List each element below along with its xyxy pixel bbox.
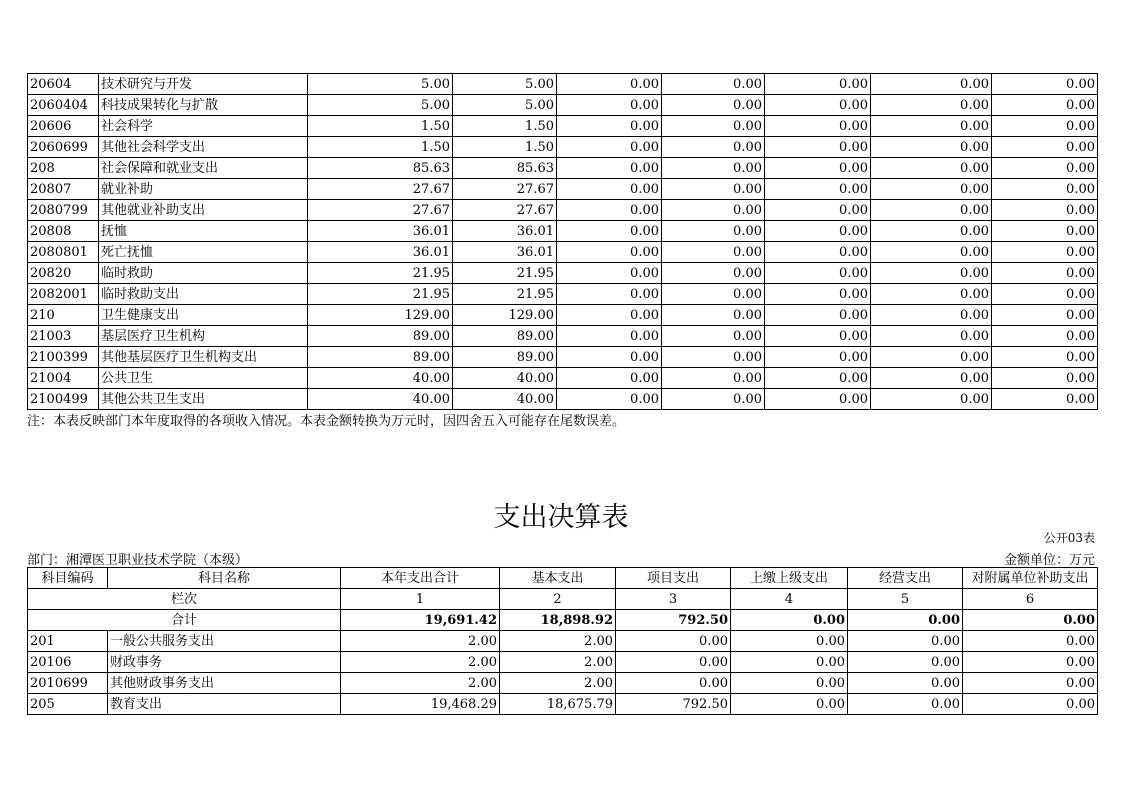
amount-cell: 0.00 xyxy=(963,652,1098,673)
amount-cell: 0.00 xyxy=(992,305,1098,326)
amount-cell: 21.95 xyxy=(453,263,557,284)
amount-cell: 129.00 xyxy=(453,305,557,326)
column-header: 基本支出 xyxy=(500,568,616,589)
income-table xyxy=(27,73,1098,410)
subject-name-cell: 科技成果转化与扩散 xyxy=(99,95,308,116)
expense-table xyxy=(27,567,1098,715)
column-number: 4 xyxy=(731,589,848,610)
amount-cell: 0.00 xyxy=(662,74,765,95)
table-row xyxy=(28,631,1098,652)
amount-cell: 0.00 xyxy=(662,116,765,137)
total-row xyxy=(28,610,1098,631)
table-row xyxy=(28,368,1098,389)
amount-cell: 0.00 xyxy=(557,389,662,410)
amount-cell: 0.00 xyxy=(871,137,992,158)
amount-cell: 0.00 xyxy=(557,284,662,305)
amount-cell: 27.67 xyxy=(308,200,453,221)
subject-name-cell: 死亡抚恤 xyxy=(99,242,308,263)
amount-cell: 18,675.79 xyxy=(500,694,616,715)
table-row xyxy=(28,242,1098,263)
amount-cell: 0.00 xyxy=(662,326,765,347)
amount-cell: 40.00 xyxy=(308,368,453,389)
subject-code-cell: 2100499 xyxy=(28,389,99,410)
amount-cell: 0.00 xyxy=(765,305,871,326)
amount-cell: 0.00 xyxy=(557,221,662,242)
amount-cell: 0.00 xyxy=(871,116,992,137)
column-header: 经营支出 xyxy=(848,568,963,589)
table-row xyxy=(28,326,1098,347)
amount-cell: 0.00 xyxy=(765,179,871,200)
amount-cell: 0.00 xyxy=(662,158,765,179)
subject-name-cell: 一般公共服务支出 xyxy=(108,631,341,652)
subject-code-cell: 205 xyxy=(28,694,108,715)
amount-cell: 0.00 xyxy=(662,200,765,221)
column-header: 项目支出 xyxy=(616,568,731,589)
subject-code-cell: 20807 xyxy=(28,179,99,200)
amount-cell: 0.00 xyxy=(871,326,992,347)
amount-cell: 0.00 xyxy=(871,284,992,305)
page-title: 支出决算表 xyxy=(493,502,629,533)
table-row xyxy=(28,116,1098,137)
amount-cell: 0.00 xyxy=(992,158,1098,179)
amount-cell: 0.00 xyxy=(662,95,765,116)
amount-cell: 0.00 xyxy=(992,389,1098,410)
amount-cell: 0.00 xyxy=(765,200,871,221)
amount-cell: 0.00 xyxy=(992,74,1098,95)
amount-cell: 5.00 xyxy=(453,74,557,95)
subject-code-cell: 210 xyxy=(28,305,99,326)
amount-cell: 0.00 xyxy=(765,326,871,347)
table-row xyxy=(28,74,1098,95)
subject-name-cell: 其他社会科学支出 xyxy=(99,137,308,158)
amount-cell: 0.00 xyxy=(963,631,1098,652)
amount-cell: 0.00 xyxy=(765,347,871,368)
amount-cell: 89.00 xyxy=(453,326,557,347)
amount-cell: 0.00 xyxy=(992,137,1098,158)
subject-name-cell: 其他基层医疗卫生机构支出 xyxy=(99,347,308,368)
amount-cell: 0.00 xyxy=(662,305,765,326)
amount-cell: 1.50 xyxy=(453,116,557,137)
table-row xyxy=(28,694,1098,715)
amount-cell: 0.00 xyxy=(557,74,662,95)
column-header: 科目名称 xyxy=(108,568,341,589)
subject-code-cell: 201 xyxy=(28,631,108,652)
amount-cell: 40.00 xyxy=(308,389,453,410)
table-row xyxy=(28,95,1098,116)
amount-unit-label: 金额单位：万元 xyxy=(1003,553,1095,568)
column-number-row xyxy=(28,589,1098,610)
subject-code-cell: 20606 xyxy=(28,116,99,137)
column-number: 1 xyxy=(341,589,500,610)
amount-cell: 792.50 xyxy=(616,694,731,715)
amount-cell: 0.00 xyxy=(662,179,765,200)
amount-cell: 0.00 xyxy=(992,179,1098,200)
amount-cell: 0.00 xyxy=(992,116,1098,137)
subject-name-cell: 技术研究与开发 xyxy=(99,74,308,95)
amount-cell: 0.00 xyxy=(765,368,871,389)
subject-code-cell: 20604 xyxy=(28,74,99,95)
amount-cell: 0.00 xyxy=(992,242,1098,263)
amount-cell: 0.00 xyxy=(992,263,1098,284)
column-header: 对附属单位补助支出 xyxy=(963,568,1098,589)
amount-cell: 0.00 xyxy=(992,200,1098,221)
subject-name-cell: 其他公共卫生支出 xyxy=(99,389,308,410)
amount-cell: 0.00 xyxy=(557,326,662,347)
amount-cell: 21.95 xyxy=(308,284,453,305)
amount-cell: 0.00 xyxy=(992,95,1098,116)
column-number: 2 xyxy=(500,589,616,610)
amount-cell: 0.00 xyxy=(871,74,992,95)
subject-name-cell: 临时救助 xyxy=(99,263,308,284)
table-row xyxy=(28,652,1098,673)
total-amount-cell: 18,898.92 xyxy=(500,610,616,631)
subject-code-cell: 21004 xyxy=(28,368,99,389)
amount-cell: 2.00 xyxy=(341,652,500,673)
column-number: 6 xyxy=(963,589,1098,610)
amount-cell: 0.00 xyxy=(731,673,848,694)
amount-cell: 0.00 xyxy=(557,347,662,368)
table-row xyxy=(28,389,1098,410)
subject-code-cell: 2082001 xyxy=(28,284,99,305)
amount-cell: 0.00 xyxy=(963,673,1098,694)
amount-cell: 0.00 xyxy=(662,347,765,368)
table-row xyxy=(28,347,1098,368)
column-header: 上缴上级支出 xyxy=(731,568,848,589)
amount-cell: 0.00 xyxy=(557,158,662,179)
subject-code-cell: 21003 xyxy=(28,326,99,347)
table-note: 注：本表反映部门本年度取得的各项收入情况。本表金额转换为万元时，因四舍五入可能存在尾数误差。 xyxy=(27,414,626,429)
amount-cell: 0.00 xyxy=(616,631,731,652)
subject-name-cell: 临时救助支出 xyxy=(99,284,308,305)
amount-cell: 0.00 xyxy=(557,368,662,389)
amount-cell: 0.00 xyxy=(871,221,992,242)
amount-cell: 0.00 xyxy=(871,242,992,263)
table-row xyxy=(28,305,1098,326)
amount-cell: 2.00 xyxy=(341,631,500,652)
total-amount-cell: 19,691.42 xyxy=(341,610,500,631)
amount-cell: 0.00 xyxy=(992,284,1098,305)
amount-cell: 0.00 xyxy=(662,221,765,242)
subject-name-cell: 教育支出 xyxy=(108,694,341,715)
total-amount-cell: 0.00 xyxy=(731,610,848,631)
table-row xyxy=(28,284,1098,305)
amount-cell: 0.00 xyxy=(871,347,992,368)
subject-code-cell: 2080799 xyxy=(28,200,99,221)
table-row xyxy=(28,200,1098,221)
subject-name-cell: 其他财政事务支出 xyxy=(108,673,341,694)
subject-code-cell: 2060404 xyxy=(28,95,99,116)
subject-name-cell: 财政事务 xyxy=(108,652,341,673)
column-number-label: 栏次 xyxy=(28,589,341,610)
amount-cell: 40.00 xyxy=(453,368,557,389)
amount-cell: 0.00 xyxy=(871,158,992,179)
amount-cell: 85.63 xyxy=(308,158,453,179)
subject-code-cell: 20808 xyxy=(28,221,99,242)
table-row xyxy=(28,221,1098,242)
header-row xyxy=(28,568,1098,589)
subject-name-cell: 其他就业补助支出 xyxy=(99,200,308,221)
amount-cell: 0.00 xyxy=(662,389,765,410)
amount-cell: 19,468.29 xyxy=(341,694,500,715)
amount-cell: 0.00 xyxy=(848,673,963,694)
subject-code-cell: 2080801 xyxy=(28,242,99,263)
amount-cell: 27.67 xyxy=(453,200,557,221)
amount-cell: 0.00 xyxy=(662,284,765,305)
amount-cell: 85.63 xyxy=(453,158,557,179)
amount-cell: 0.00 xyxy=(871,368,992,389)
amount-cell: 40.00 xyxy=(453,389,557,410)
amount-cell: 0.00 xyxy=(616,673,731,694)
amount-cell: 0.00 xyxy=(765,158,871,179)
amount-cell: 21.95 xyxy=(308,263,453,284)
table-row xyxy=(28,137,1098,158)
amount-cell: 0.00 xyxy=(557,242,662,263)
amount-cell: 21.95 xyxy=(453,284,557,305)
amount-cell: 0.00 xyxy=(765,221,871,242)
amount-cell: 0.00 xyxy=(992,221,1098,242)
amount-cell: 5.00 xyxy=(453,95,557,116)
amount-cell: 0.00 xyxy=(616,652,731,673)
amount-cell: 0.00 xyxy=(765,263,871,284)
amount-cell: 0.00 xyxy=(871,389,992,410)
amount-cell: 0.00 xyxy=(871,200,992,221)
table-row xyxy=(28,263,1098,284)
amount-cell: 89.00 xyxy=(308,347,453,368)
amount-cell: 0.00 xyxy=(871,305,992,326)
table-row xyxy=(28,673,1098,694)
amount-cell: 0.00 xyxy=(992,326,1098,347)
amount-cell: 0.00 xyxy=(871,95,992,116)
total-amount-cell: 792.50 xyxy=(616,610,731,631)
subject-code-cell: 2060699 xyxy=(28,137,99,158)
amount-cell: 36.01 xyxy=(453,221,557,242)
amount-cell: 0.00 xyxy=(848,652,963,673)
subject-name-cell: 公共卫生 xyxy=(99,368,308,389)
total-label: 合计 xyxy=(28,610,341,631)
amount-cell: 0.00 xyxy=(871,179,992,200)
form-number: 公开03表 xyxy=(1043,531,1095,545)
amount-cell: 0.00 xyxy=(848,631,963,652)
amount-cell: 0.00 xyxy=(765,116,871,137)
amount-cell: 0.00 xyxy=(765,95,871,116)
amount-cell: 5.00 xyxy=(308,74,453,95)
amount-cell: 0.00 xyxy=(731,631,848,652)
amount-cell: 0.00 xyxy=(731,694,848,715)
column-number: 3 xyxy=(616,589,731,610)
total-amount-cell: 0.00 xyxy=(848,610,963,631)
amount-cell: 2.00 xyxy=(500,652,616,673)
column-header: 本年支出合计 xyxy=(341,568,500,589)
table-row xyxy=(28,158,1098,179)
amount-cell: 89.00 xyxy=(453,347,557,368)
subject-code-cell: 208 xyxy=(28,158,99,179)
amount-cell: 1.50 xyxy=(308,116,453,137)
amount-cell: 2.00 xyxy=(500,673,616,694)
subject-code-cell: 2010699 xyxy=(28,673,108,694)
amount-cell: 0.00 xyxy=(765,389,871,410)
subject-name-cell: 就业补助 xyxy=(99,179,308,200)
amount-cell: 0.00 xyxy=(557,95,662,116)
amount-cell: 1.50 xyxy=(453,137,557,158)
amount-cell: 2.00 xyxy=(341,673,500,694)
amount-cell: 0.00 xyxy=(557,305,662,326)
amount-cell: 36.01 xyxy=(453,242,557,263)
amount-cell: 5.00 xyxy=(308,95,453,116)
amount-cell: 129.00 xyxy=(308,305,453,326)
income-table-body xyxy=(28,74,1098,410)
subject-name-cell: 基层医疗卫生机构 xyxy=(99,326,308,347)
amount-cell: 0.00 xyxy=(557,137,662,158)
amount-cell: 0.00 xyxy=(765,284,871,305)
subject-name-cell: 抚恤 xyxy=(99,221,308,242)
amount-cell: 27.67 xyxy=(308,179,453,200)
amount-cell: 0.00 xyxy=(765,74,871,95)
amount-cell: 27.67 xyxy=(453,179,557,200)
amount-cell: 0.00 xyxy=(992,347,1098,368)
amount-cell: 0.00 xyxy=(662,263,765,284)
amount-cell: 0.00 xyxy=(662,242,765,263)
column-number: 5 xyxy=(848,589,963,610)
amount-cell: 0.00 xyxy=(557,200,662,221)
amount-cell: 0.00 xyxy=(765,242,871,263)
amount-cell: 36.01 xyxy=(308,221,453,242)
total-amount-cell: 0.00 xyxy=(963,610,1098,631)
department-label: 部门：湘潭医卫职业技术学院（本级） xyxy=(27,553,249,568)
amount-cell: 36.01 xyxy=(308,242,453,263)
amount-cell: 0.00 xyxy=(557,116,662,137)
amount-cell: 0.00 xyxy=(662,137,765,158)
subject-code-cell: 2100399 xyxy=(28,347,99,368)
subject-code-cell: 20820 xyxy=(28,263,99,284)
amount-cell: 0.00 xyxy=(765,137,871,158)
subject-code-cell: 20106 xyxy=(28,652,108,673)
subject-name-cell: 卫生健康支出 xyxy=(99,305,308,326)
amount-cell: 89.00 xyxy=(308,326,453,347)
table-row xyxy=(28,179,1098,200)
amount-cell: 0.00 xyxy=(557,263,662,284)
amount-cell: 0.00 xyxy=(731,652,848,673)
amount-cell: 0.00 xyxy=(557,179,662,200)
amount-cell: 2.00 xyxy=(500,631,616,652)
amount-cell: 0.00 xyxy=(992,368,1098,389)
amount-cell: 0.00 xyxy=(871,263,992,284)
amount-cell: 0.00 xyxy=(963,694,1098,715)
column-header: 科目编码 xyxy=(28,568,108,589)
amount-cell: 0.00 xyxy=(848,694,963,715)
amount-cell: 0.00 xyxy=(662,368,765,389)
subject-name-cell: 社会科学 xyxy=(99,116,308,137)
amount-cell: 1.50 xyxy=(308,137,453,158)
subject-name-cell: 社会保障和就业支出 xyxy=(99,158,308,179)
expense-table-body xyxy=(28,568,1098,715)
